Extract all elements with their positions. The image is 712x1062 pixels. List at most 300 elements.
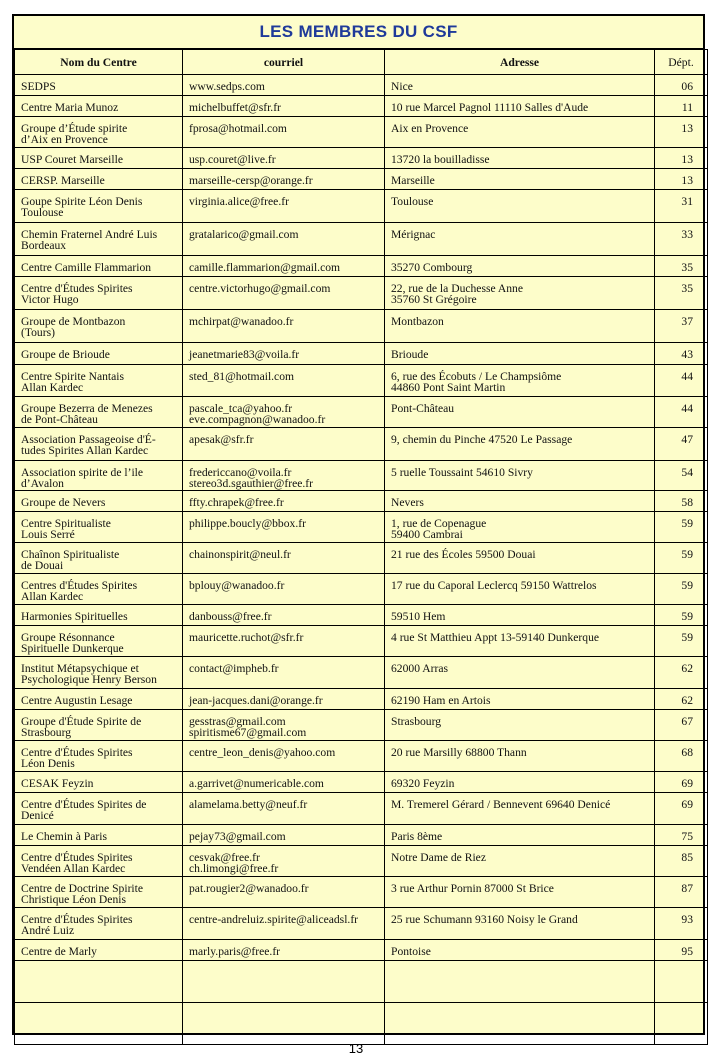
cell-adresse — [385, 190, 655, 223]
cell-dept: 54 — [655, 461, 708, 491]
cell-dept: 31 — [655, 190, 708, 223]
adresse-line: Brioude — [391, 348, 429, 361]
cell-adresse — [385, 512, 655, 543]
nom-line: Centre de Marly — [21, 945, 97, 958]
nom-line: Strasbourg — [21, 726, 72, 739]
page-title: LES MEMBRES DU CSF — [14, 16, 703, 49]
adresse-line: 10 rue Marcel Pagnol 11110 Salles d'Aude — [391, 101, 589, 114]
cell-courriel[interactable] — [183, 96, 385, 117]
cell-courriel[interactable] — [183, 461, 385, 491]
nom-line: Centre Spiritualiste — [21, 517, 111, 530]
table-row — [15, 428, 708, 461]
cell-dept: 44 — [655, 397, 708, 428]
nom-line: Chaînon Spiritualiste — [21, 548, 120, 561]
cell-dept: 75 — [655, 825, 708, 846]
cell-courriel[interactable] — [183, 223, 385, 256]
adresse-line: Nice — [391, 80, 413, 93]
table-body — [15, 75, 708, 1045]
nom-line: Denicé — [21, 809, 54, 822]
header-row — [15, 50, 708, 75]
courriel-line[interactable]: marseille-cersp@orange.fr — [189, 174, 313, 187]
courriel-line[interactable]: gesstras@gmail.com — [189, 715, 286, 728]
courriel-line[interactable]: gratalarico@gmail.com — [189, 228, 299, 241]
cell-nom — [15, 512, 183, 543]
nom-line: Christique Léon Denis — [21, 893, 126, 906]
cell-courriel[interactable] — [183, 256, 385, 277]
table-row — [15, 310, 708, 343]
cell-dept: 87 — [655, 877, 708, 908]
courriel-line[interactable]: ch.limongi@free.fr — [189, 862, 279, 875]
table-row — [15, 491, 708, 512]
cell-nom — [15, 365, 183, 397]
cell-nom — [15, 117, 183, 148]
empty-cell — [385, 1003, 655, 1045]
courriel-line[interactable]: camille.flammarion@gmail.com — [189, 261, 341, 274]
nom-line: Centre d'Études Spirites de — [21, 798, 147, 811]
cell-dept: 13 — [655, 169, 708, 190]
courriel-line[interactable]: pejay73@gmail.com — [189, 830, 286, 843]
nom-line: CESAK Feyzin — [21, 777, 94, 790]
table-row — [15, 96, 708, 117]
nom-line: USP Couret Marseille — [21, 153, 123, 166]
cell-nom — [15, 710, 183, 741]
cell-nom — [15, 397, 183, 428]
nom-line: d’Avalon — [21, 477, 64, 490]
table-row — [15, 574, 708, 605]
nom-line: Groupe d’Étude spirite — [21, 122, 128, 135]
table-row — [15, 940, 708, 961]
nom-line: Vendéen Allan Kardec — [21, 862, 126, 875]
courriel-line[interactable]: michelbuffet@sfr.fr — [189, 101, 281, 114]
courriel-line[interactable]: mchirpat@wanadoo.fr — [189, 315, 294, 328]
cell-adresse — [385, 710, 655, 741]
cell-nom — [15, 75, 183, 96]
cell-dept: 69 — [655, 793, 708, 825]
courriel-line[interactable]: fprosa@hotmail.com — [189, 122, 287, 135]
table-row — [15, 117, 708, 148]
nom-line: Goupe Spirite Léon Denis — [21, 195, 143, 208]
table-row — [15, 512, 708, 543]
courriel-line[interactable]: centre-andreluiz.spirite@aliceadsl.fr — [189, 913, 359, 926]
cell-adresse — [385, 397, 655, 428]
cell-courriel[interactable] — [183, 491, 385, 512]
nom-line: de Douai — [21, 559, 64, 572]
nom-line: Centre Camille Flammarion — [21, 261, 152, 274]
table-row — [15, 169, 708, 190]
adresse-line: 62000 Arras — [391, 662, 448, 675]
table-row — [15, 75, 708, 96]
table-row — [15, 877, 708, 908]
adresse-line: Strasbourg — [391, 715, 442, 728]
nom-line: Centre d'Études Spirites — [21, 746, 133, 759]
cell-dept: 62 — [655, 657, 708, 689]
adresse-line: 6, rue des Écobuts / Le Champsiôme — [391, 370, 562, 383]
cell-adresse — [385, 741, 655, 772]
courriel-line[interactable]: virginia.alice@free.fr — [189, 195, 289, 208]
cell-dept: 13 — [655, 117, 708, 148]
cell-adresse — [385, 626, 655, 657]
courriel-line[interactable]: cesvak@free.fr — [189, 851, 260, 864]
adresse-line: 69320 Feyzin — [391, 777, 455, 790]
nom-line: Centre Maria Munoz — [21, 101, 119, 114]
cell-dept: 59 — [655, 574, 708, 605]
cell-nom — [15, 689, 183, 710]
cell-adresse — [385, 793, 655, 825]
cell-dept: 35 — [655, 277, 708, 310]
cell-nom — [15, 223, 183, 256]
cell-adresse — [385, 825, 655, 846]
adresse-line: 35760 St Grégoire — [391, 293, 477, 306]
cell-adresse — [385, 148, 655, 169]
nom-line: Groupe de Brioude — [21, 348, 110, 361]
courriel-line[interactable]: philippe.boucly@bbox.fr — [189, 517, 306, 530]
nom-line: Centre de Doctrine Spirite — [21, 882, 144, 895]
cell-nom — [15, 343, 183, 365]
cell-courriel[interactable] — [183, 710, 385, 741]
nom-line: Groupe de Nevers — [21, 496, 106, 509]
adresse-line: 25 rue Schumann 93160 Noisy le Grand — [391, 913, 578, 926]
nom-line: tudes Spirites Allan Kardec — [21, 444, 149, 457]
nom-line: Toulouse — [21, 206, 64, 219]
adresse-line: Toulouse — [391, 195, 434, 208]
adresse-line: 17 rue du Caporal Leclercq 59150 Wattrelos — [391, 579, 597, 592]
courriel-line[interactable]: a.garrivet@numericable.com — [189, 777, 324, 790]
cell-adresse — [385, 605, 655, 626]
cell-adresse — [385, 117, 655, 148]
nom-line: d’Aix en Provence — [21, 133, 108, 146]
adresse-line: Montbazon — [391, 315, 444, 328]
cell-courriel[interactable] — [183, 543, 385, 574]
cell-adresse — [385, 908, 655, 940]
cell-courriel[interactable] — [183, 605, 385, 626]
cell-nom — [15, 148, 183, 169]
cell-courriel[interactable] — [183, 825, 385, 846]
cell-adresse — [385, 461, 655, 491]
courriel-line[interactable]: alamelama.betty@neuf.fr — [189, 798, 308, 811]
empty-cell — [655, 1003, 708, 1045]
courriel-line[interactable]: sted_81@hotmail.com — [189, 370, 295, 383]
cell-adresse — [385, 365, 655, 397]
adresse-line: 22, rue de la Duchesse Anne — [391, 282, 523, 295]
courriel-line[interactable]: centre.victorhugo@gmail.com — [189, 282, 331, 295]
courriel-line[interactable]: fredericcano@voila.fr — [189, 466, 292, 479]
empty-cell — [655, 961, 708, 1003]
cell-courriel[interactable] — [183, 428, 385, 461]
cell-dept: 35 — [655, 256, 708, 277]
adresse-line: Aix en Provence — [391, 122, 469, 135]
nom-line: de Pont-Château — [21, 413, 98, 426]
cell-nom — [15, 772, 183, 793]
cell-courriel[interactable] — [183, 148, 385, 169]
cell-dept: 95 — [655, 940, 708, 961]
cell-nom — [15, 877, 183, 908]
nom-line: Groupe Bezerra de Menezes — [21, 402, 153, 415]
member-table-sheet — [12, 14, 705, 1035]
adresse-line: 5 ruelle Toussaint 54610 Sivry — [391, 466, 533, 479]
cell-nom — [15, 491, 183, 512]
nom-line: Association spirite de l’ile — [21, 466, 144, 479]
adresse-line: 3 rue Arthur Pornin 87000 St Brice — [391, 882, 554, 895]
adresse-line: 1, rue de Copenague — [391, 517, 487, 530]
table-row — [15, 190, 708, 223]
courriel-line[interactable]: eve.compagnon@wanadoo.fr — [189, 413, 326, 426]
cell-courriel[interactable] — [183, 772, 385, 793]
nom-line: Groupe d'Étude Spirite de — [21, 715, 142, 728]
cell-nom — [15, 825, 183, 846]
cell-courriel[interactable] — [183, 343, 385, 365]
courriel-line[interactable]: usp.couret@live.fr — [189, 153, 276, 166]
table-row — [15, 626, 708, 657]
cell-nom — [15, 657, 183, 689]
adresse-line: Pontoise — [391, 945, 431, 958]
table-row — [15, 657, 708, 689]
header-adresse: Adresse — [385, 50, 655, 75]
adresse-line: 59510 Hem — [391, 610, 446, 623]
empty-cell — [15, 961, 183, 1003]
cell-dept: 44 — [655, 365, 708, 397]
adresse-line: 59400 Cambrai — [391, 528, 463, 541]
cell-nom — [15, 256, 183, 277]
nom-line: (Tours) — [21, 326, 55, 339]
empty-cell — [15, 1003, 183, 1045]
cell-dept: 69 — [655, 772, 708, 793]
courriel-line[interactable]: ffty.chrapek@free.fr — [189, 496, 284, 509]
nom-line: Chemin Fraternel André Luis — [21, 228, 158, 241]
nom-line: Allan Kardec — [21, 381, 84, 394]
nom-line: Le Chemin à Paris — [21, 830, 107, 843]
courriel-line[interactable]: chainonspirit@neul.fr — [189, 548, 291, 561]
cell-dept: 06 — [655, 75, 708, 96]
nom-line: CERSP. Marseille — [21, 174, 105, 187]
empty-row — [15, 961, 708, 1003]
courriel-line[interactable]: pat.rougier2@wanadoo.fr — [189, 882, 309, 895]
table-row — [15, 461, 708, 491]
nom-line: SEDPS — [21, 80, 56, 93]
cell-courriel[interactable] — [183, 626, 385, 657]
cell-adresse — [385, 310, 655, 343]
cell-nom — [15, 169, 183, 190]
empty-cell — [385, 961, 655, 1003]
adresse-line: Marseille — [391, 174, 435, 187]
page-number: 13 — [348, 1041, 364, 1056]
courriel-line[interactable]: jeanetmarie83@voila.fr — [189, 348, 300, 361]
nom-line: Centre Spirite Nantais — [21, 370, 125, 383]
nom-line: Groupe de Montbazon — [21, 315, 126, 328]
table-row — [15, 908, 708, 940]
table-row — [15, 365, 708, 397]
cell-courriel[interactable] — [183, 397, 385, 428]
table-row — [15, 277, 708, 310]
cell-nom — [15, 190, 183, 223]
adresse-line: Nevers — [391, 496, 424, 509]
nom-line: Victor Hugo — [21, 293, 79, 306]
empty-row — [15, 1003, 708, 1045]
cell-adresse — [385, 96, 655, 117]
courriel-line[interactable]: danbouss@free.fr — [189, 610, 272, 623]
cell-dept: 13 — [655, 148, 708, 169]
cell-dept: 93 — [655, 908, 708, 940]
cell-adresse — [385, 846, 655, 877]
cell-nom — [15, 277, 183, 310]
cell-nom — [15, 741, 183, 772]
cell-nom — [15, 461, 183, 491]
nom-line: Léon Denis — [21, 757, 75, 770]
cell-adresse — [385, 574, 655, 605]
cell-dept: 62 — [655, 689, 708, 710]
cell-courriel[interactable] — [183, 190, 385, 223]
header-courriel: courriel — [183, 50, 385, 75]
cell-nom — [15, 428, 183, 461]
empty-cell — [183, 961, 385, 1003]
nom-line: Centre d'Études Spirites — [21, 851, 133, 864]
adresse-line: Mérignac — [391, 228, 436, 241]
nom-line: Centre d'Études Spirites — [21, 913, 133, 926]
table-row — [15, 741, 708, 772]
cell-dept: 33 — [655, 223, 708, 256]
cell-adresse — [385, 772, 655, 793]
courriel-line[interactable]: spiritisme67@gmail.com — [189, 726, 307, 739]
table-row — [15, 256, 708, 277]
cell-courriel[interactable] — [183, 741, 385, 772]
courriel-line[interactable]: contact@impheb.fr — [189, 662, 279, 675]
nom-line: Centre Augustin Lesage — [21, 694, 133, 707]
nom-line: Bordeaux — [21, 239, 67, 252]
cell-adresse — [385, 491, 655, 512]
members-table — [14, 49, 708, 1045]
cell-adresse — [385, 689, 655, 710]
cell-nom — [15, 96, 183, 117]
cell-courriel[interactable] — [183, 277, 385, 310]
nom-line: Louis Serré — [21, 528, 75, 541]
courriel-line[interactable]: bplouy@wanadoo.fr — [189, 579, 285, 592]
cell-adresse — [385, 343, 655, 365]
cell-dept: 47 — [655, 428, 708, 461]
cell-courriel[interactable] — [183, 75, 385, 96]
cell-dept: 11 — [655, 96, 708, 117]
courriel-line[interactable]: www.sedps.com — [189, 80, 265, 93]
cell-dept: 37 — [655, 310, 708, 343]
table-row — [15, 689, 708, 710]
table-row — [15, 825, 708, 846]
cell-nom — [15, 543, 183, 574]
cell-adresse — [385, 169, 655, 190]
adresse-line: 35270 Combourg — [391, 261, 473, 274]
cell-adresse — [385, 657, 655, 689]
cell-dept: 85 — [655, 846, 708, 877]
adresse-line: M. Tremerel Gérard / Bennevent 69640 Denicé — [391, 798, 611, 811]
nom-line: Centres d'Études Spirites — [21, 579, 138, 592]
cell-courriel[interactable] — [183, 689, 385, 710]
cell-nom — [15, 574, 183, 605]
adresse-line: 21 rue des Écoles 59500 Douai — [391, 548, 536, 561]
cell-nom — [15, 626, 183, 657]
cell-adresse — [385, 940, 655, 961]
cell-courriel[interactable] — [183, 365, 385, 397]
header-nom: Nom du Centre — [15, 50, 183, 75]
cell-nom — [15, 908, 183, 940]
table-row — [15, 605, 708, 626]
courriel-line[interactable]: pascale_tca@yahoo.fr — [189, 402, 293, 415]
cell-courriel[interactable] — [183, 877, 385, 908]
empty-cell — [183, 1003, 385, 1045]
nom-line: Spirituelle Dunkerque — [21, 642, 124, 655]
table-row — [15, 772, 708, 793]
nom-line: Centre d'Études Spirites — [21, 282, 133, 295]
cell-adresse — [385, 223, 655, 256]
cell-courriel[interactable] — [183, 512, 385, 543]
cell-dept: 67 — [655, 710, 708, 741]
table-row — [15, 397, 708, 428]
cell-adresse — [385, 256, 655, 277]
adresse-line: Notre Dame de Riez — [391, 851, 486, 864]
adresse-line: 62190 Ham en Artois — [391, 694, 491, 707]
adresse-line: 44860 Pont Saint Martin — [391, 381, 506, 394]
table-row — [15, 543, 708, 574]
cell-courriel[interactable] — [183, 657, 385, 689]
nom-line: Allan Kardec — [21, 590, 84, 603]
cell-courriel[interactable] — [183, 310, 385, 343]
cell-adresse — [385, 543, 655, 574]
adresse-line: 20 rue Marsilly 68800 Thann — [391, 746, 527, 759]
table-row — [15, 710, 708, 741]
nom-line: André Luiz — [21, 924, 75, 937]
cell-dept: 59 — [655, 605, 708, 626]
cell-dept: 58 — [655, 491, 708, 512]
nom-line: Association Passageoise d'É- — [21, 433, 156, 446]
courriel-line[interactable]: apesak@sfr.fr — [189, 433, 254, 446]
cell-dept: 59 — [655, 543, 708, 574]
nom-line: Institut Métapsychique et — [21, 662, 139, 675]
cell-dept: 59 — [655, 626, 708, 657]
table-row — [15, 793, 708, 825]
cell-courriel[interactable] — [183, 908, 385, 940]
cell-nom — [15, 605, 183, 626]
courriel-line[interactable]: jean-jacques.dani@orange.fr — [189, 694, 323, 707]
table-row — [15, 148, 708, 169]
cell-dept: 68 — [655, 741, 708, 772]
cell-courriel[interactable] — [183, 117, 385, 148]
cell-adresse — [385, 75, 655, 96]
table-row — [15, 343, 708, 365]
adresse-line: 13720 la bouilladisse — [391, 153, 490, 166]
courriel-line[interactable]: mauricette.ruchot@sfr.fr — [189, 631, 304, 644]
cell-dept: 43 — [655, 343, 708, 365]
cell-courriel[interactable] — [183, 169, 385, 190]
courriel-line[interactable]: marly.paris@free.fr — [189, 945, 281, 958]
cell-adresse — [385, 877, 655, 908]
adresse-line: 9, chemin du Pinche 47520 Le Passage — [391, 433, 573, 446]
cell-adresse — [385, 277, 655, 310]
cell-nom — [15, 940, 183, 961]
adresse-line: 4 rue St Matthieu Appt 13-59140 Dunkerque — [391, 631, 600, 644]
nom-line: Psychologique Henry Berson — [21, 673, 157, 686]
cell-nom — [15, 310, 183, 343]
courriel-line[interactable]: stereo3d.sgauthier@free.fr — [189, 477, 313, 490]
cell-courriel[interactable] — [183, 574, 385, 605]
cell-courriel[interactable] — [183, 940, 385, 961]
courriel-line[interactable]: centre_leon_denis@yahoo.com — [189, 746, 336, 759]
cell-dept: 59 — [655, 512, 708, 543]
cell-courriel[interactable] — [183, 846, 385, 877]
cell-nom — [15, 846, 183, 877]
cell-courriel[interactable] — [183, 793, 385, 825]
header-dept: Dépt. — [655, 50, 708, 75]
table-row — [15, 846, 708, 877]
cell-nom — [15, 793, 183, 825]
nom-line: Harmonies Spirituelles — [21, 610, 128, 623]
table-row — [15, 223, 708, 256]
nom-line: Groupe Résonnance — [21, 631, 115, 644]
